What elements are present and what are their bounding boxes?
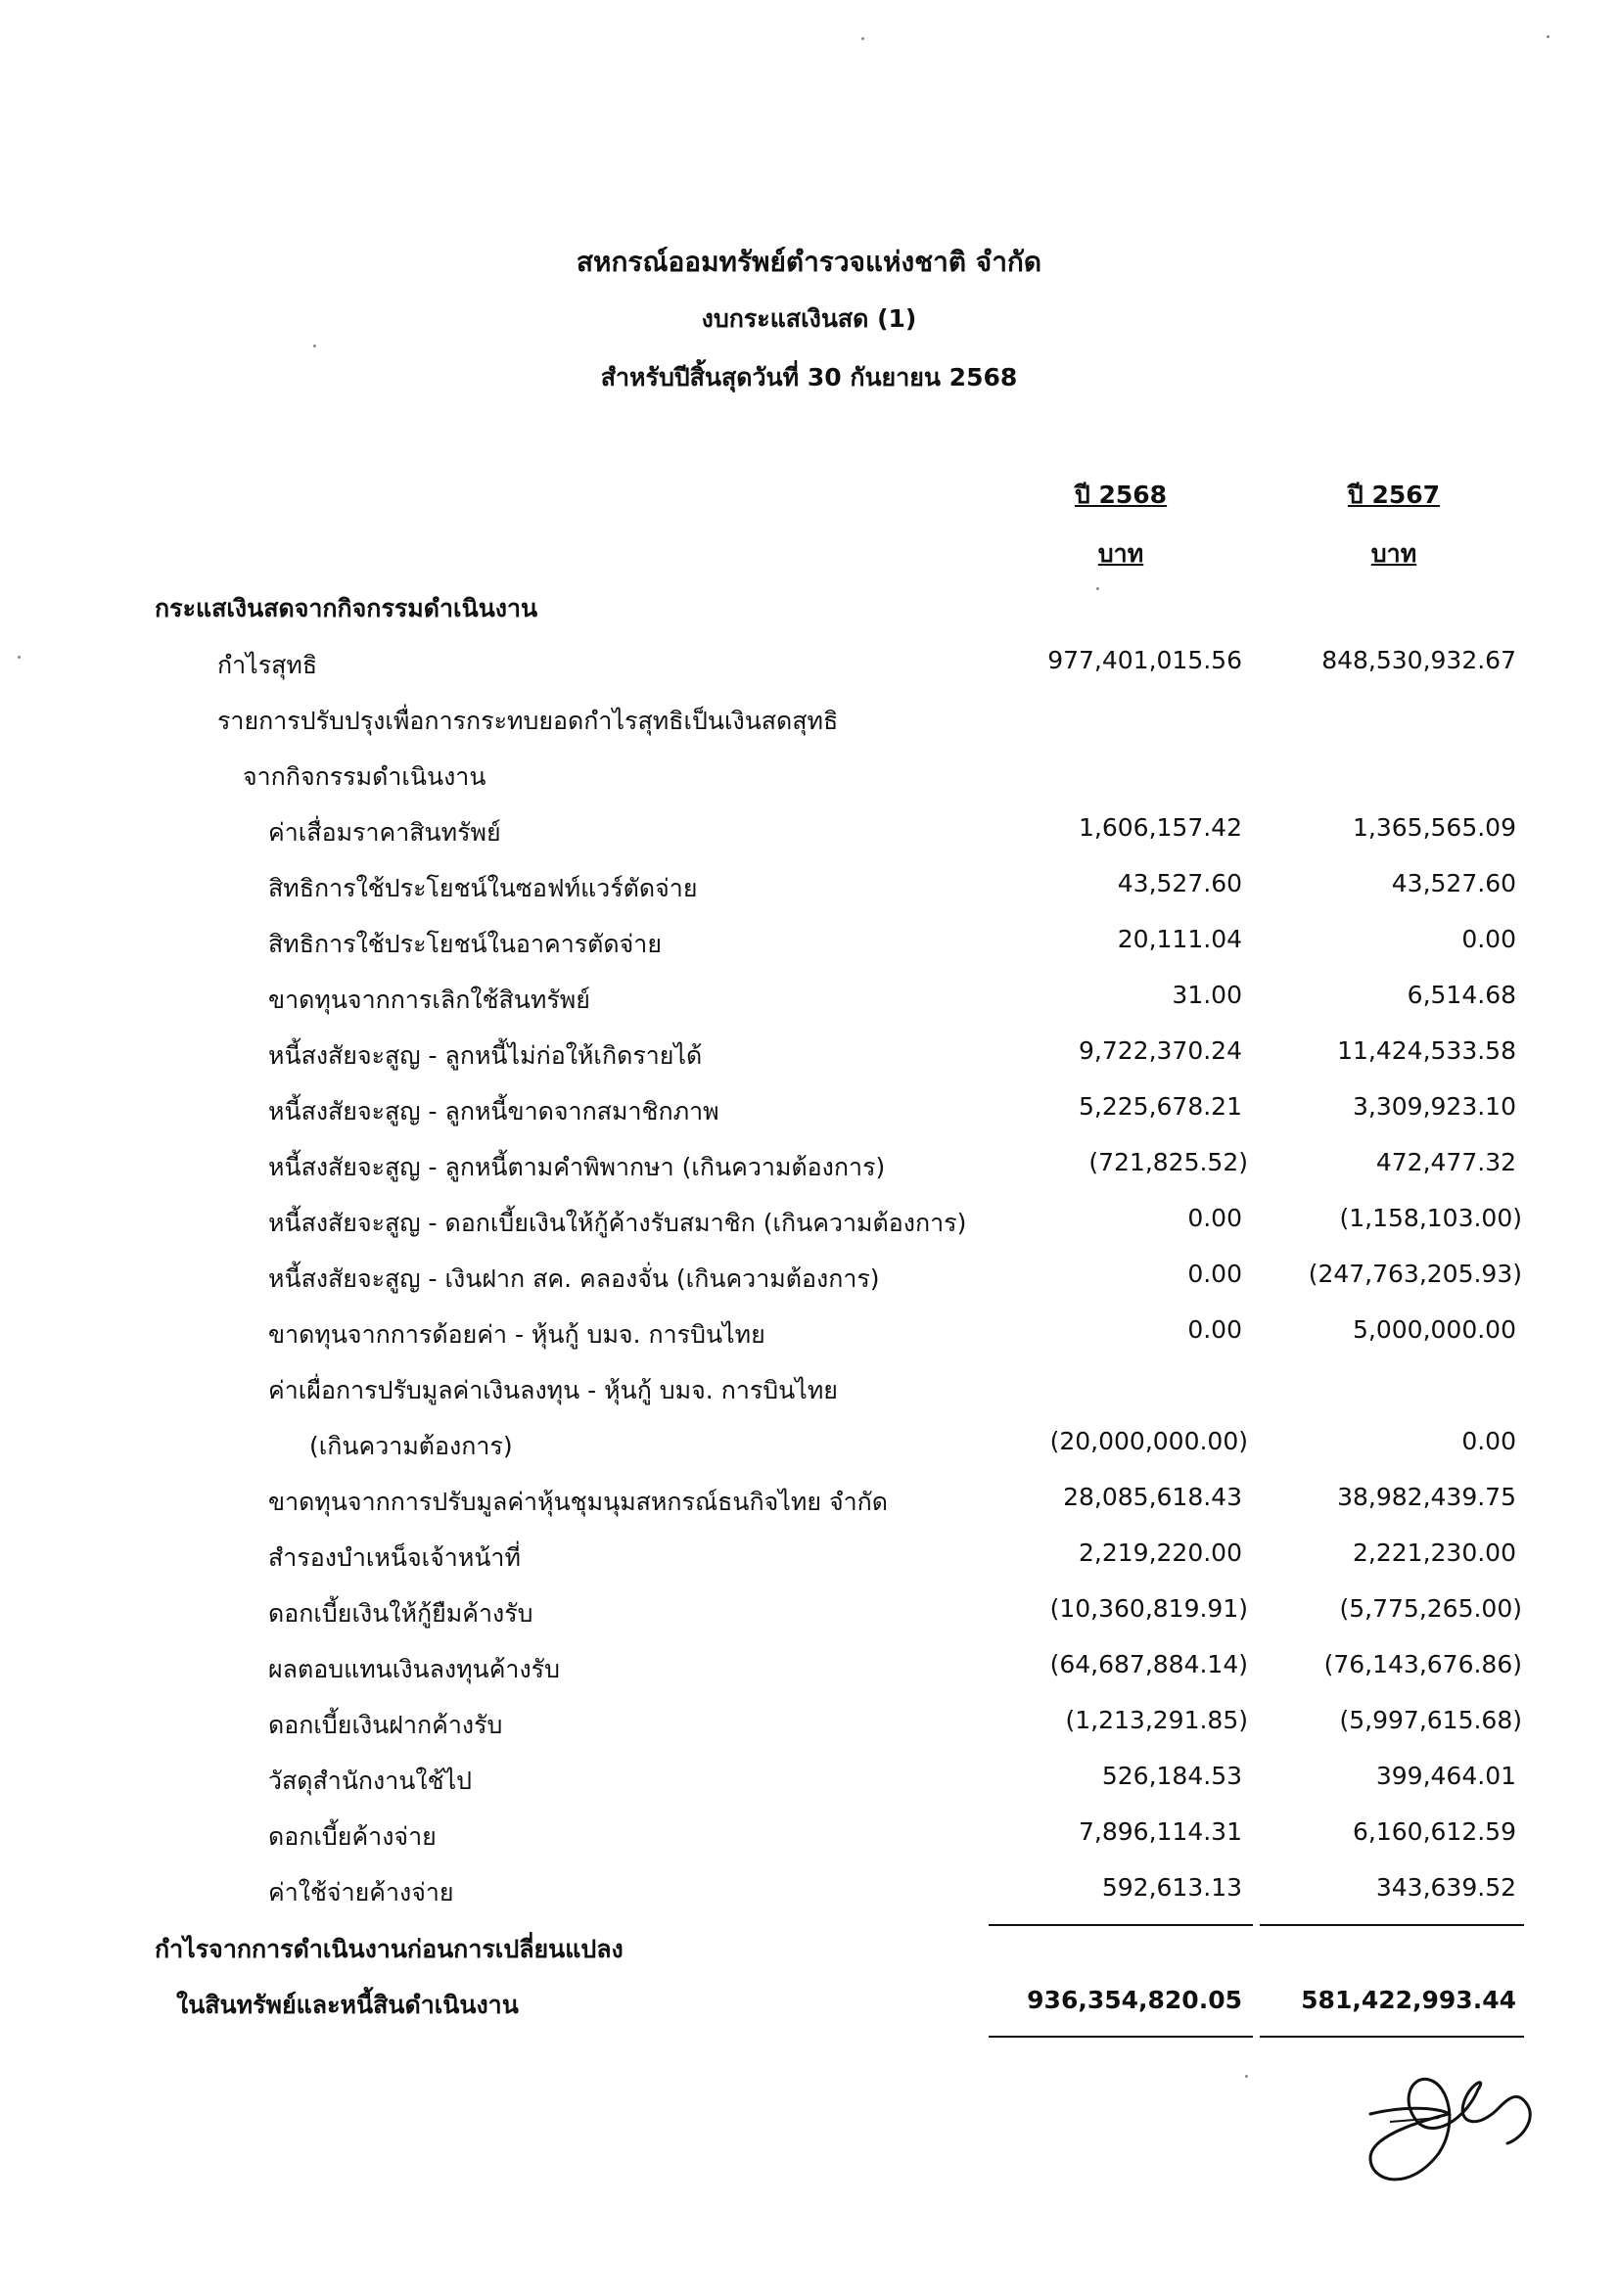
value-2568: (10,360,819.91) [1049, 1594, 1248, 1623]
scan-speck [313, 344, 316, 347]
row-label: ค่าใช้จ่ายค้างจ่าย [268, 1878, 454, 1906]
table-row [0, 702, 1618, 753]
value-2567: 0.00 [1461, 1427, 1516, 1455]
row-label: ดอกเบี้ยเงินฝากค้างรับ [268, 1711, 503, 1739]
value-2568: 7,896,114.31 [1079, 1817, 1242, 1846]
row-label: หนี้สงสัยจะสูญ - ลูกหนี้ตามคำพิพากษา (เกินความต้องการ) [268, 1153, 886, 1181]
value-2568: 28,085,618.43 [1063, 1483, 1242, 1511]
column-year-2567: ปี 2567 [1347, 481, 1441, 509]
row-label: ขาดทุนจากการด้อยค่า - หุ้นกู้ บมจ. การบินไทย [268, 1320, 765, 1349]
row-label: ผลตอบแทนเงินลงทุนค้างรับ [268, 1655, 560, 1683]
table-row [0, 1706, 1618, 1757]
row-label: ดอกเบี้ยค้างจ่าย [268, 1822, 437, 1851]
row-label: หนี้สงสัยจะสูญ - ลูกหนี้ไม่ก่อให้เกิดรายได้ [268, 1041, 703, 1070]
value-2568: 43,527.60 [1117, 869, 1242, 897]
value-2567: (5,775,265.00) [1339, 1594, 1522, 1623]
row-label: สิทธิการใช้ประโยชน์ในซอฟท์แวร์ตัดจ่าย [268, 874, 698, 902]
value-2567: 581,422,993.44 [1301, 1986, 1516, 2014]
row-label: รายการปรับปรุงเพื่อการกระทบยอดกำไรสุทธิเป็นเงินสดสุทธิ [217, 707, 839, 735]
row-label: สิทธิการใช้ประโยชน์ในอาคารตัดจ่าย [268, 930, 662, 958]
row-label: กระแสเงินสดจากกิจกรรมดำเนินงาน [155, 594, 538, 622]
column-unit-2567: บาท [1370, 539, 1417, 568]
value-2568: 20,111.04 [1117, 925, 1242, 953]
row-label: วัสดุสำนักงานใช้ไป [268, 1767, 473, 1795]
value-2568: (1,213,291.85) [1065, 1706, 1248, 1734]
subtotal-rule [1260, 1924, 1524, 1926]
row-label: หนี้สงสัยจะสูญ - ดอกเบี้ยเงินให้กู้ค้างรับสมาชิก (เกินความต้องการ) [268, 1209, 967, 1237]
value-2568: 1,606,157.42 [1079, 813, 1242, 842]
value-2568: 9,722,370.24 [1079, 1036, 1242, 1065]
value-2567: 2,221,230.00 [1353, 1538, 1516, 1567]
row-label: ขาดทุนจากการปรับมูลค่าหุ้นชุมนุมสหกรณ์ธนกิจไทย จำกัด [268, 1488, 889, 1516]
value-2568: 31.00 [1172, 981, 1242, 1009]
table-row [0, 1036, 1618, 1087]
table-row [0, 1762, 1618, 1813]
row-label: กำไรจากการดำเนินงานก่อนการเปลี่ยนแปลง [155, 1935, 624, 1963]
table-row [0, 646, 1618, 697]
section-heading-operating [0, 589, 1618, 640]
statement-period: สำหรับปีสิ้นสุดวันที่ 30 กันยายน 2568 [600, 363, 1018, 391]
value-2567: 38,982,439.75 [1337, 1483, 1516, 1511]
row-label: ค่าเสื่อมราคาสินทรัพย์ [268, 818, 501, 847]
table-row [0, 981, 1618, 1032]
scan-speck [1096, 587, 1099, 590]
value-2568: 977,401,015.56 [1047, 646, 1242, 674]
value-2567: 1,365,565.09 [1353, 813, 1516, 842]
total-rule [989, 2036, 1253, 2038]
value-2568: 592,613.13 [1101, 1873, 1242, 1902]
value-2567: 848,530,932.67 [1321, 646, 1516, 674]
value-2568: 0.00 [1187, 1315, 1242, 1344]
table-row [0, 1483, 1618, 1534]
statement-title: งบกระแสเงินสด (1) [701, 304, 917, 333]
row-label: สำรองบำเหน็จเจ้าหน้าที่ [268, 1543, 521, 1572]
value-2568: 2,219,220.00 [1079, 1538, 1242, 1567]
scan-speck [861, 37, 864, 40]
row-label: หนี้สงสัยจะสูญ - ลูกหนี้ขาดจากสมาชิกภาพ [268, 1097, 719, 1125]
value-2567: 6,160,612.59 [1353, 1817, 1516, 1846]
table-row [0, 1650, 1618, 1701]
value-2567: 11,424,533.58 [1337, 1036, 1516, 1065]
column-unit-2568: บาท [1097, 539, 1144, 568]
value-2567: (247,763,205.93) [1308, 1260, 1522, 1288]
value-2567: 399,464.01 [1375, 1762, 1516, 1790]
table-row [0, 1204, 1618, 1255]
table-row [0, 1873, 1618, 1924]
value-2568: (721,825.52) [1088, 1148, 1248, 1176]
row-label: จากกิจกรรมดำเนินงาน [243, 762, 486, 791]
organization-name: สหกรณ์ออมทรัพย์ตำรวจแห่งชาติ จำกัด [576, 246, 1042, 278]
table-row [0, 813, 1618, 864]
value-2568: (64,687,884.14) [1049, 1650, 1248, 1678]
value-2568: 5,225,678.21 [1079, 1092, 1242, 1121]
row-label: ดอกเบี้ยเงินให้กู้ยืมค้างรับ [268, 1599, 533, 1628]
scan-speck [1245, 2075, 1248, 2078]
table-row [0, 1371, 1618, 1422]
table-row [0, 1148, 1618, 1199]
value-2568: 0.00 [1187, 1260, 1242, 1288]
row-label: ขาดทุนจากการเลิกใช้สินทรัพย์ [268, 986, 590, 1014]
scan-speck [1547, 35, 1549, 38]
row-label: (เกินความต้องการ) [309, 1432, 513, 1460]
total-rule [1260, 2036, 1524, 2038]
value-2567: 6,514.68 [1407, 981, 1516, 1009]
row-label: หนี้สงสัยจะสูญ - เงินฝาก สค. คลองจั่น (เกินความต้องการ) [268, 1264, 880, 1293]
value-2567: 5,000,000.00 [1353, 1315, 1516, 1344]
table-row [0, 1594, 1618, 1645]
value-2568: 936,354,820.05 [1027, 1986, 1242, 2014]
table-row [0, 1817, 1618, 1868]
table-row [0, 869, 1618, 920]
value-2567: 43,527.60 [1391, 869, 1516, 897]
column-year-2568: ปี 2568 [1074, 481, 1168, 509]
value-2567: 472,477.32 [1375, 1148, 1516, 1176]
table-row [0, 1427, 1618, 1478]
table-row [0, 925, 1618, 976]
row-label: กำไรสุทธิ [217, 651, 318, 679]
table-row [0, 1315, 1618, 1366]
value-2568: (20,000,000.00) [1049, 1427, 1248, 1455]
value-2567: 343,639.52 [1375, 1873, 1516, 1902]
value-2568: 0.00 [1187, 1204, 1242, 1232]
table-row [0, 1260, 1618, 1310]
row-label: ในสินทรัพย์และหนี้สินดำเนินงาน [176, 1991, 519, 2019]
table-row [0, 1092, 1618, 1143]
subtotal-rule [989, 1924, 1253, 1926]
total-row [0, 1986, 1618, 2037]
value-2567: 0.00 [1461, 925, 1516, 953]
table-row [0, 1538, 1618, 1589]
table-row [0, 758, 1618, 808]
row-label: ค่าเผื่อการปรับมูลค่าเงินลงทุน - หุ้นกู้ บมจ. การบินไทย [268, 1376, 838, 1404]
value-2567: (76,143,676.86) [1323, 1650, 1522, 1678]
table-row [0, 1930, 1618, 1981]
value-2567: 3,309,923.10 [1353, 1092, 1516, 1121]
signature-icon [1351, 2045, 1547, 2192]
value-2567: (1,158,103.00) [1339, 1204, 1522, 1232]
value-2568: 526,184.53 [1101, 1762, 1242, 1790]
value-2567: (5,997,615.68) [1339, 1706, 1522, 1734]
scan-speck [18, 656, 21, 659]
